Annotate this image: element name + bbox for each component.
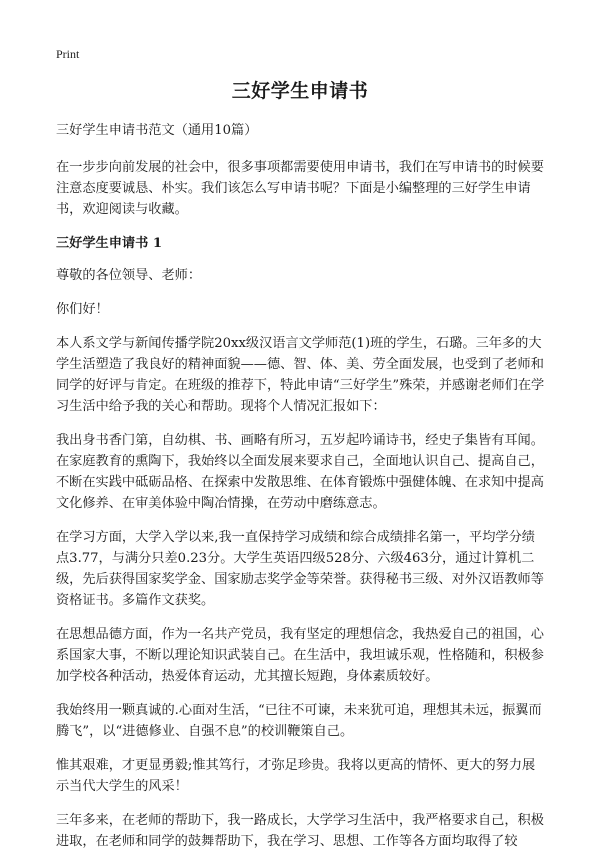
body-paragraph: 三年多来，在老师的帮助下，我一路成长，大学学习生活中，我严格要求自己，积极进取，在老师和同学的鼓舞帮助下，我在学习、思想、工作等各方面均取得了较 bbox=[56, 813, 544, 849]
greeting: 你们好！ bbox=[56, 302, 109, 317]
salutation: 尊敬的各位领导、老师： bbox=[56, 268, 202, 283]
body-paragraph: 惟其艰难，才更显勇毅;惟其笃行，才弥足珍贵。我将以更高的情怀、更大的努力展示当代大学生的风采！ bbox=[56, 758, 536, 794]
intro-paragraph: 在一步步向前发展的社会中，很多事项都需要使用申请书，我们在写申请书的时候要注意态度要诚恳、朴实。我们该怎么写申请书呢？下面是小编整理的三好学生申请书，欢迎阅读与收藏。 bbox=[56, 160, 544, 217]
document-subtitle: 三好学生申请书范文（通用10篇） bbox=[56, 123, 258, 138]
body-paragraph: 我始终用一颗真诚的.心面对生活，“已往不可谏，未来犹可追，理想其未远，振翼而腾飞”，以“进德修业、自强不息”的校训鞭策自己。 bbox=[56, 703, 542, 739]
body-paragraph: 本人系文学与新闻传播学院20xx级汉语言文学师范(1)班的学生，石璐。三年多的大学生活塑造了我良好的精神面貌——德、智、体、美、劳全面发展，也受到了老师和同学的好评与肯定。在班级的推荐下，特此申请“三好学生”殊荣，并感谢老师们在学习生活中给予我的关心和帮助。现将个人情况汇报如下： bbox=[56, 336, 545, 414]
body-paragraph: 在思想品德方面，作为一名共产党员，我有坚定的理想信念，我热爱自己的祖国，心系国家大事，不断以理论知识武装自己。在生活中，我坦诚乐观，性格随和，积极参加学校各种活动，热爱体育运动，尤其擅长短跑，身体素质较好。 bbox=[56, 627, 544, 684]
body-paragraph: 在学习方面，大学入学以来,我一直保持学习成绩和综合成绩排名第一，平均学分绩点3.77，与满分只差0.23分。大学生英语四级528分、六级463分，通过计算机二级，先后获得国家奖学金、国家励志奖学金等荣誉。获得秘书三级、对外汉语教师等资格证书。多篇作文获奖。 bbox=[56, 530, 544, 608]
print-label: Print bbox=[56, 47, 80, 61]
section-heading: 三好学生申请书 1 bbox=[56, 236, 163, 251]
body-paragraph: 我出身书香门第，自幼棋、书、画略有所习，五岁起吟诵诗书，经史子集皆有耳闻。在家庭教育的熏陶下，我始终以全面发展来要求自己，全面地认识自己、提高自己，不断在实践中砥砺品格、在探索中发散思维、在体育锻炼中强健体魄、在求知中提高文化修养、在审美体验中陶冶情操，在劳动中磨练意志。 bbox=[56, 433, 544, 511]
document-title: 三好学生申请书 bbox=[231, 80, 369, 102]
document-body bbox=[56, 120, 546, 865]
